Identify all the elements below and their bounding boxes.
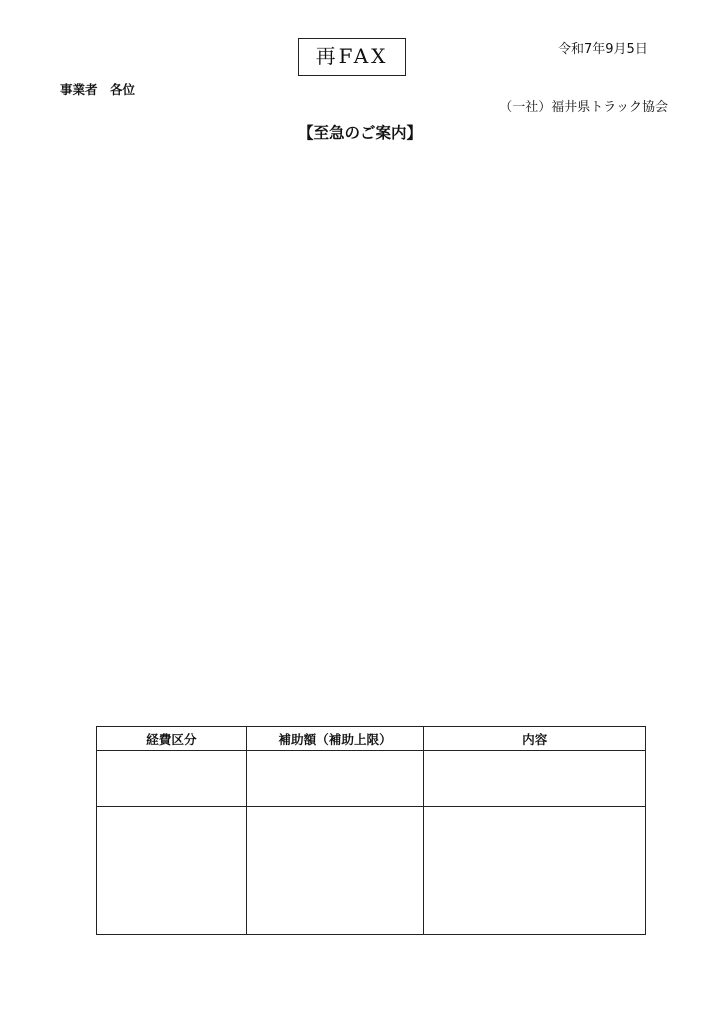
- expense-category-cell: [97, 751, 247, 807]
- table-row: [97, 807, 646, 935]
- intro-paragraph: [60, 183, 670, 289]
- subsidy-table: [96, 726, 646, 935]
- document-date: 令和7年9月5日: [558, 42, 648, 57]
- eligibility-item-cont: [74, 354, 111, 374]
- expense-desc-cont: [82, 506, 97, 526]
- license-condition-cont: [82, 546, 97, 566]
- intro-line: [60, 204, 670, 225]
- intro-line: [60, 226, 670, 247]
- content-cell: [424, 751, 646, 807]
- content-cell: [424, 807, 646, 935]
- urgent-notice-heading: 【至急のご案内】: [297, 124, 422, 142]
- expense-category-cell: [97, 807, 247, 935]
- subsidy-amount-cell: [246, 807, 424, 935]
- eligibility-item: [74, 374, 111, 394]
- national-subsidy-note-cont: [82, 646, 97, 666]
- table-row: [97, 751, 646, 807]
- equipment-condition-cont: [82, 586, 97, 606]
- combined-use-notice: [82, 666, 97, 686]
- eligibility-item: [74, 394, 111, 414]
- sender-organization: （一社）福井県トラック協会: [499, 100, 668, 115]
- lease-note: [82, 606, 97, 626]
- eligibility-item: [74, 334, 111, 354]
- column-header: 補助額（補助上限）: [246, 727, 424, 751]
- addressee: 事業者 各位: [60, 82, 136, 97]
- refax-label-box: 再FAX: [298, 38, 406, 76]
- eligibility-list: [74, 334, 111, 454]
- combined-use-notice-cont: [82, 686, 97, 706]
- eligibility-item: [74, 414, 111, 434]
- expense-period-line: [82, 486, 97, 506]
- license-condition: [82, 526, 97, 546]
- equipment-condition: [82, 566, 97, 586]
- subsidy-amount-cell: [246, 751, 424, 807]
- eligibility-note: [74, 434, 111, 454]
- column-header: 内容: [424, 727, 646, 751]
- national-subsidy-note: [82, 626, 97, 646]
- table-header-row: [97, 727, 646, 751]
- column-header: 経費区分: [97, 727, 247, 751]
- eligible-expenses: [82, 486, 97, 706]
- intro-line: [60, 247, 670, 268]
- budget-notice: [60, 268, 670, 289]
- intro-line: [60, 183, 670, 204]
